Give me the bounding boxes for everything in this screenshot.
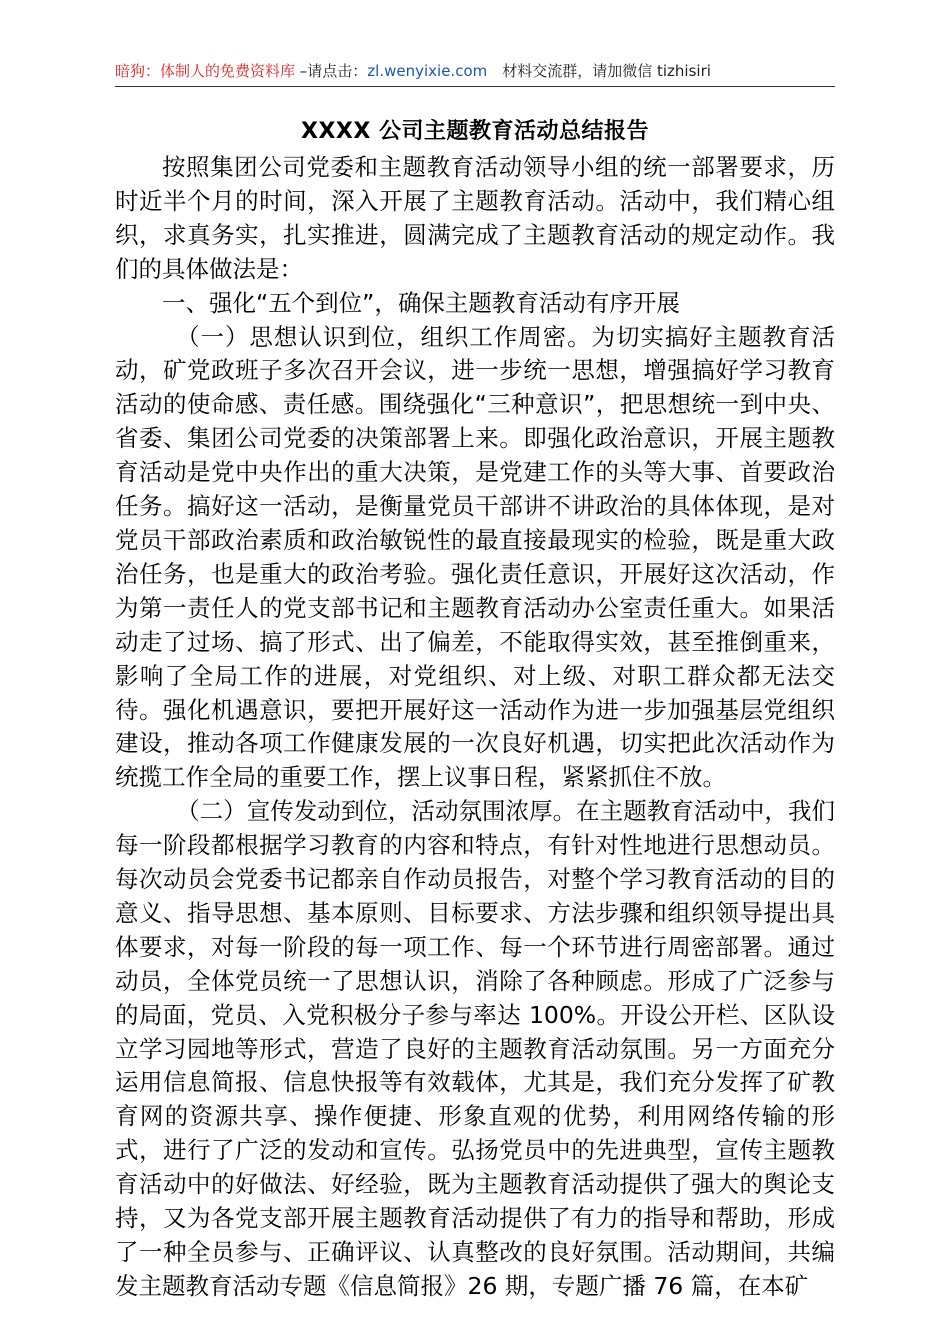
- document-body: [115, 114, 835, 1304]
- document-title: XXXX 公司主题教育活动总结报告: [300, 119, 649, 144]
- section-heading-1: 一、强化“五个到位”，确保主题教育活动有序开展: [162, 288, 680, 317]
- header-divider: [115, 86, 835, 87]
- paragraph-subsection-2: （二）宣传发动到位，活动氛围浓厚。在主题教育活动中，我们每一阶段都根据学习教育的内容和特点，有针对性地进行思想动员。每次动员会党委书记都亲自作动员报告，对整个学习教育活动的目的意义、指导思想、基本原则、目标要求、方法步骤和组织领导提出具体要求，对每一阶段的每一项工作、每一个环节进行周密部署。通过动员，全体党员统一了思想认识，消除了各种顾虑。形成了广泛参与的局面，党员、入党积极分子参与率达 100%。开设公开栏、区队设立学习园地等形式，营造了良好的主题教育活动氛围。另一方面充分运用信息简报、信息快报等有效载体，尤其是，我们充分发挥了矿教育网的资源共享、操作便捷、形象直观的优势，利用网络传输的形式，进行了广泛的发动和宣传。弘扬党员中的先进典型，宣传主题教育活动中的好做法、好经验，既为主题教育活动提供了强大的舆论支持，又为各党支部开展主题教育活动提供了有力的指导和帮助，形成了一种全员参与、正确评议、认真整改的良好氛围。活动期间，共编发主题教育活动专题《信息简报》26 期，专题广播 76 篇，在本矿: [115, 797, 835, 1300]
- paragraph-intro: 按照集团公司党委和主题教育活动领导小组的统一部署要求，历时近半个月的时间，深入开展了主题教育活动。活动中，我们精心组织，求真务实，扎实推进，圆满完成了主题教育活动的规定动作。我们的具体做法是：: [115, 153, 835, 283]
- page-header: [115, 58, 835, 84]
- paragraph-subsection-1: （一）思想认识到位，组织工作周密。为切实搞好主题教育活动，矿党政班子多次召开会议，进一步统一思想，增强搞好学习教育活动的使命感、责任感。围绕强化“三种意识”，把思想统一到中央、省委、集团公司党委的决策部署上来。即强化政治意识，开展主题教育活动是党中央作出的重大决策，是党建工作的头等大事、首要政治任务。搞好这一活动，是衡量党员干部讲不讲政治的具体体现，是对党员干部政治素质和政治敏锐性的最直接最现实的检验，既是重大政治任务，也是重大的政治考验。强化责任意识，开展好这次活动，作为第一责任人的党支部书记和主题教育活动办公室责任重大。如果活动走了过场、搞了形式、出了偏差，不能取得实效，甚至推倒重来，影响了全局工作的进展，对党组织、对上级、对职工群众都无法交待。强化机遇意识，要把开展好这一活动作为进一步加强基层党组织建设，推动各项工作健康发展的一次良好机遇，切实把此次活动作为统揽工作全局的重要工作，摆上议事日程，紧紧抓住不放。: [115, 322, 835, 792]
- header-url-link[interactable]: zl.wenyixie.com: [367, 62, 488, 80]
- header-click-prompt: –请点击：: [295, 62, 368, 80]
- header-site-name: 暗狗：体制人的免费资料库: [115, 62, 296, 80]
- header-wechat-note: 材料交流群，请加微信 tizhisiri: [487, 62, 711, 80]
